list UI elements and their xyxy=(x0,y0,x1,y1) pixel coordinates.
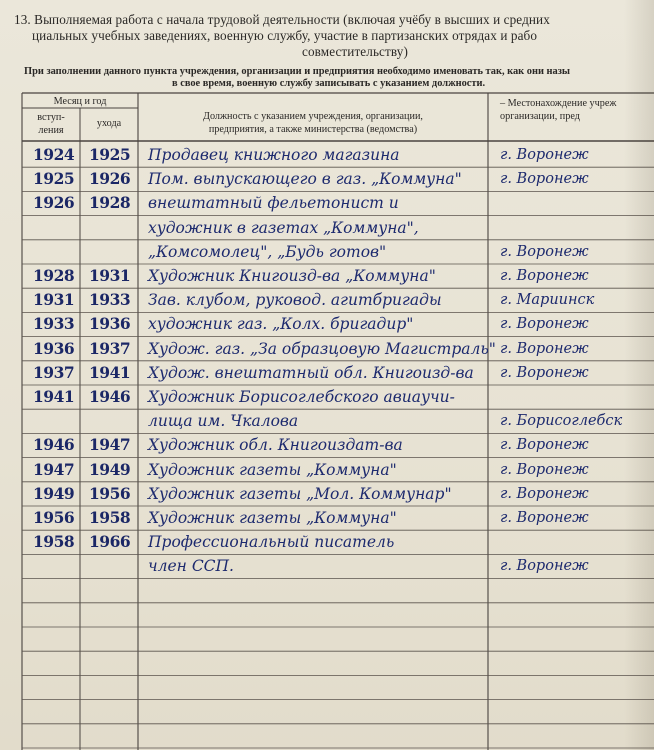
location-text: г. Воронеж xyxy=(500,364,589,381)
position-text: художник газ. „Колх. бригадир" xyxy=(148,315,414,334)
position-text: внештатный фельетонист и xyxy=(148,194,399,213)
instruction-line-1: При заполнении данного пункта учреждения, организации и предприятия необходимо именовать так, как они назы xyxy=(24,66,571,77)
location-text: г. Воронеж xyxy=(500,437,589,454)
entry-year: 1937 xyxy=(33,362,75,382)
entry-year: 1956 xyxy=(33,508,75,527)
location-text: г. Борисоглебск xyxy=(500,413,623,430)
location-text: г. Воронеж xyxy=(500,340,589,357)
leave-year: 1958 xyxy=(89,508,131,527)
location-text: г. Воронеж xyxy=(500,147,589,163)
header-entry: вступ- ления xyxy=(37,112,65,136)
entry-year: 1941 xyxy=(33,387,75,406)
position-text: „Комсомолец", „Будь готов" xyxy=(148,242,387,261)
position-text: Художник Борисоглебского авиаучи- xyxy=(148,388,455,406)
location-text: г. Воронеж xyxy=(500,316,589,333)
location-text: г. Воронеж xyxy=(500,461,589,478)
leave-year: 1946 xyxy=(89,387,131,406)
leave-year: 1956 xyxy=(89,483,131,503)
entry-year: 1924 xyxy=(33,145,75,164)
position-text: Художник газеты „Коммуна" xyxy=(148,509,397,527)
leave-year: 1926 xyxy=(89,169,131,189)
leave-year: 1928 xyxy=(89,193,131,213)
section-heading xyxy=(14,12,654,60)
header-leave: ухода xyxy=(96,118,122,129)
position-text: Художник Книгоизд-ва „Коммуна" xyxy=(148,267,436,285)
header-location-text: Местонахождение учреж организации, пред xyxy=(500,98,617,122)
entry-year: 1926 xyxy=(33,193,75,213)
leave-year: 1933 xyxy=(89,290,131,310)
entry-year: 1958 xyxy=(33,532,75,552)
leave-year: 1947 xyxy=(89,435,131,455)
entry-year: 1946 xyxy=(33,435,75,455)
location-text: г. Воронеж xyxy=(500,510,589,526)
entry-year: 1931 xyxy=(33,290,75,310)
position-text: Продавец книжного магазина xyxy=(148,146,400,164)
entry-year: 1925 xyxy=(33,169,75,189)
leave-year: 1941 xyxy=(89,362,131,382)
leave-year: 1931 xyxy=(89,266,131,285)
location-text: г. Воронеж xyxy=(500,243,589,260)
leave-year: 1966 xyxy=(89,532,131,552)
position-text: Зав. клубом, руковод. агитбригады xyxy=(148,291,442,310)
entry-year: 1933 xyxy=(33,314,75,334)
header-location xyxy=(500,97,654,123)
heading-line-1: 13. Выполняемая работа с начала трудовой деятельности (включая учёбу в высших и средних xyxy=(14,12,550,27)
position-text: Худож. внештатный обл. Книгоизд-ва xyxy=(148,363,474,382)
position-text: Художник газеты „Коммуна" xyxy=(148,460,397,479)
leave-year: 1925 xyxy=(89,145,131,164)
header-location-dash: – xyxy=(500,98,506,109)
position-text: Худож. газ. „За образцовую Магистраль" xyxy=(148,339,496,358)
header-position: Должность с указанием учреждения, организации, предприятия, а также министерства (ведомства) xyxy=(203,111,423,135)
position-text: Художник обл. Книгоиздат-ва xyxy=(148,436,403,455)
location-text: г. Воронеж xyxy=(500,558,589,575)
location-text: г. Воронеж xyxy=(500,171,589,188)
position-text: лища им. Чкалова xyxy=(148,412,299,431)
position-text: член ССП. xyxy=(148,557,234,576)
location-text: г. Воронеж xyxy=(500,485,589,502)
leave-year: 1937 xyxy=(89,338,131,358)
position-text: Профессиональный писатель xyxy=(148,533,395,552)
entry-year: 1928 xyxy=(33,266,75,285)
position-text: Художник газеты „Мол. Коммунар" xyxy=(148,484,452,503)
position-text: Пом. выпускающего в газ. „Коммуна" xyxy=(148,170,462,189)
entry-year: 1947 xyxy=(33,459,75,479)
location-text: г. Мариинск xyxy=(500,292,595,309)
entry-year: 1936 xyxy=(33,338,75,358)
fill-instruction xyxy=(24,66,654,90)
heading-line-2: циальных учебных заведениях, военную службу, участие в партизанских отрядах и рабо xyxy=(32,28,538,43)
leave-year: 1949 xyxy=(89,459,131,479)
header-month-year: Месяц и год xyxy=(53,96,107,107)
leave-year: 1936 xyxy=(89,314,131,334)
instruction-line-2: в свое время, военную службу записывать с указанием должности. xyxy=(172,78,486,89)
heading-line-3: совместительству) xyxy=(302,44,408,59)
location-text: г. Воронеж xyxy=(500,268,589,284)
position-text: художник в газетах „Коммуна", xyxy=(148,218,419,237)
entry-year: 1949 xyxy=(33,483,75,503)
